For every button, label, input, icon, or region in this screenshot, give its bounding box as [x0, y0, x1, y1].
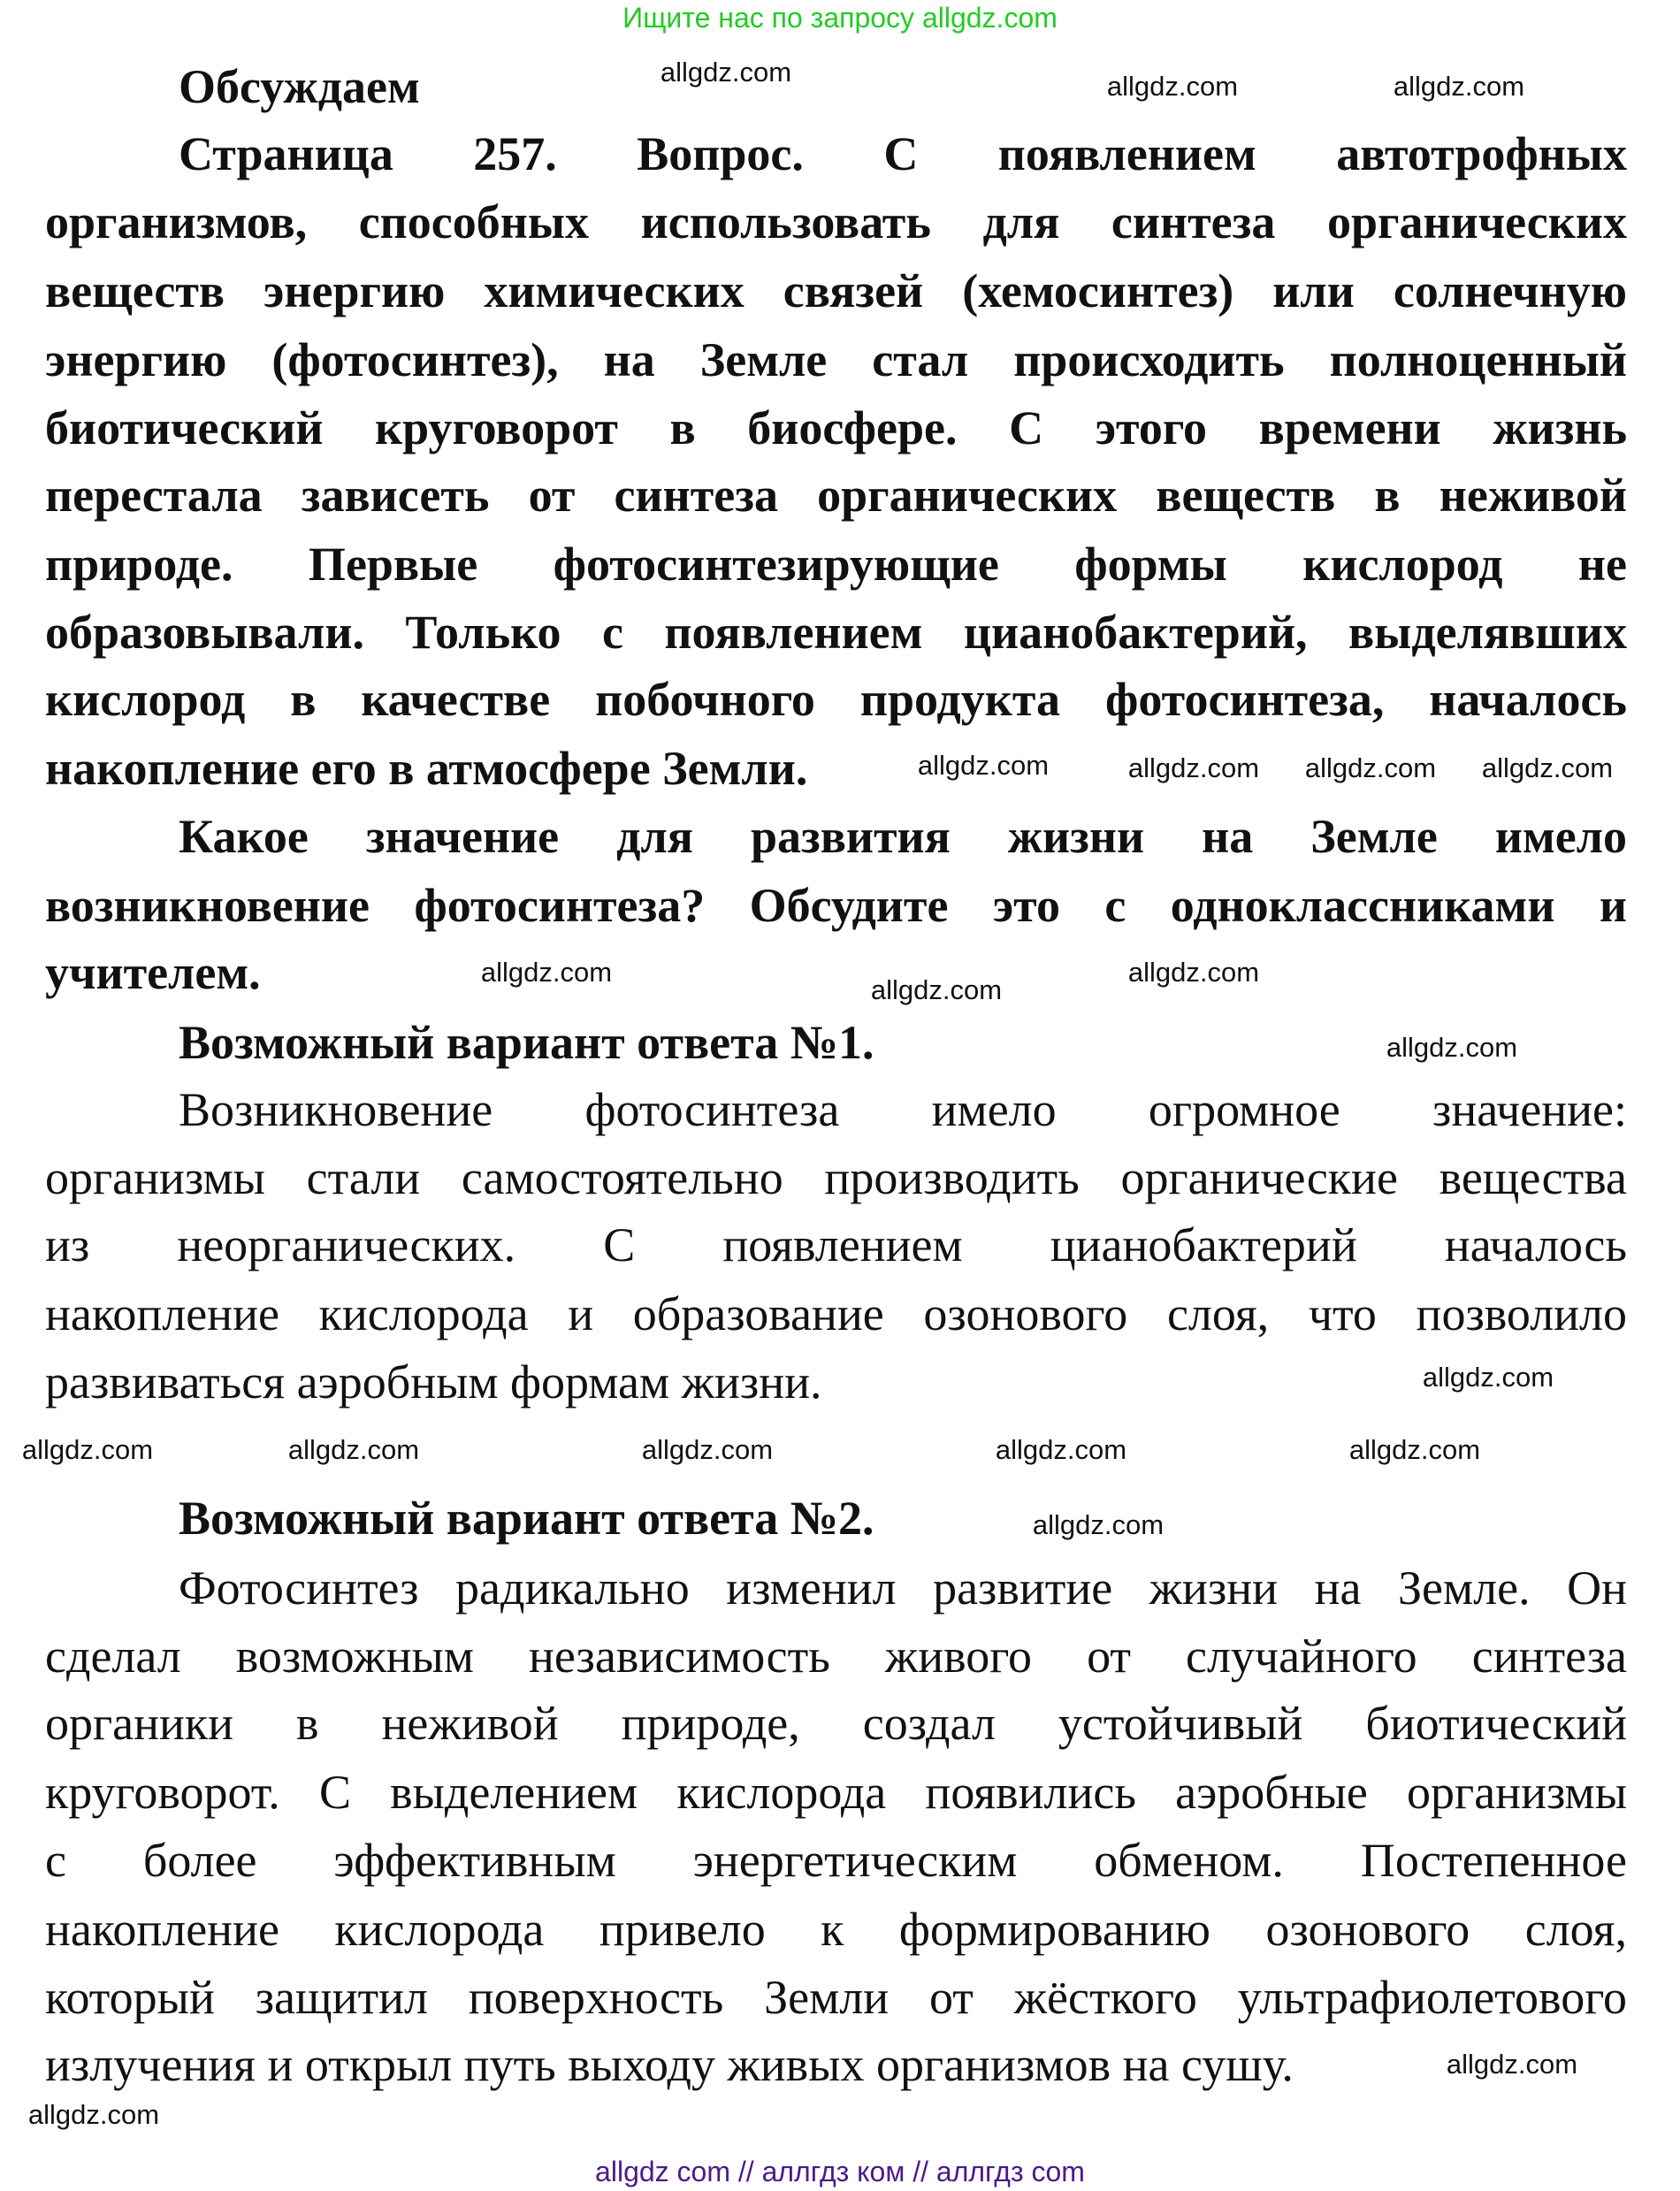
watermark: allgdz.com: [1393, 71, 1525, 102]
watermark: allgdz.com: [1127, 752, 1260, 783]
answer2-line: который защитил поверхность Земли от жёсткого ультрафиолетового: [45, 1971, 1627, 2024]
question-line: перестала зависеть от синтеза органических веществ в неживой: [45, 469, 1627, 522]
section-title: Обсуждаем: [179, 60, 420, 113]
question-prompt-line: учителем.: [45, 946, 261, 999]
question-line: природе. Первые фотосинтезирующие формы кислород не: [45, 538, 1627, 591]
search-banner: Ищите нас по запросу allgdz.com: [622, 2, 1058, 34]
watermark: allgdz.com: [287, 1434, 420, 1465]
watermark: allgdz.com: [641, 1434, 774, 1465]
answer1-line: Возникновение фотосинтеза имело огромное значение:: [179, 1083, 1627, 1136]
question-line: кислород в качестве побочного продукта фотосинтеза, началось: [45, 673, 1627, 726]
watermark: allgdz.com: [660, 57, 792, 88]
answer1-line: накопление кислорода и образование озонового слоя, что позволило: [45, 1287, 1627, 1340]
watermark: allgdz.com: [480, 957, 613, 988]
watermark: allgdz.com: [1446, 2049, 1578, 2080]
question-line: Страница 257. Вопрос. С появлением автотрофных: [179, 127, 1627, 180]
answer2-line: излучения и открыл путь выходу живых организмов на сушу.: [45, 2038, 1294, 2091]
question-prompt-line: Какое значение для развития жизни на Земле имело: [179, 810, 1627, 863]
watermark: allgdz.com: [1386, 1032, 1518, 1063]
watermark: allgdz.com: [870, 974, 1003, 1005]
answer2-heading: Возможный вариант ответа №2.: [179, 1492, 874, 1545]
question-prompt-line: возникновение фотосинтеза? Обсудите это с одноклассниками и: [45, 879, 1627, 932]
footer-banner: allgdz com // аллгдз ком // аллгдз com: [595, 2156, 1085, 2187]
answer1-line: из неорганических. С появлением цианобактерий началось: [45, 1218, 1627, 1271]
question-line: веществ энергию химических связей (хемосинтез) или солнечную: [45, 264, 1627, 317]
question-line: биотический круговорот в биосфере. С этого времени жизнь: [45, 401, 1627, 454]
question-line: образовывали. Только с появлением цианобактерий, выделявших: [45, 606, 1627, 659]
question-line: энергию (фотосинтез), на Земле стал происходить полноценный: [45, 333, 1627, 386]
watermark: allgdz.com: [1127, 957, 1260, 988]
answer1-heading: Возможный вариант ответа №1.: [179, 1016, 874, 1069]
watermark: allgdz.com: [1304, 752, 1437, 783]
watermark: allgdz.com: [1348, 1434, 1481, 1465]
answer2-line: накопление кислорода привело к формированию озонового слоя,: [45, 1903, 1627, 1956]
watermark: allgdz.com: [27, 2099, 160, 2130]
watermark: allgdz.com: [21, 1434, 154, 1465]
answer2-line: с более эффективным энергетическим обменом. Постепенное: [45, 1834, 1627, 1887]
watermark: allgdz.com: [1422, 1362, 1554, 1393]
watermark: allgdz.com: [1032, 1509, 1165, 1540]
answer1-line: развиваться аэробным формам жизни.: [45, 1355, 822, 1408]
answer2-line: сделал возможным независимость живого от случайного синтеза: [45, 1630, 1627, 1683]
answer2-line: Фотосинтез радикально изменил развитие жизни на Земле. Он: [179, 1561, 1627, 1615]
question-line: организмов, способных использовать для синтеза органических: [45, 195, 1627, 248]
watermark: allgdz.com: [1106, 71, 1239, 102]
watermark: allgdz.com: [1481, 752, 1614, 783]
answer2-line: круговорот. С выделением кислорода появились аэробные организмы: [45, 1766, 1627, 1819]
answer1-line: организмы стали самостоятельно производить органические вещества: [45, 1151, 1627, 1204]
answer2-line: органики в неживой природе, создал устойчивый биотический: [45, 1697, 1627, 1750]
watermark: allgdz.com: [995, 1434, 1127, 1465]
watermark: allgdz.com: [917, 750, 1050, 781]
question-line: накопление его в атмосфере Земли.: [45, 742, 808, 795]
